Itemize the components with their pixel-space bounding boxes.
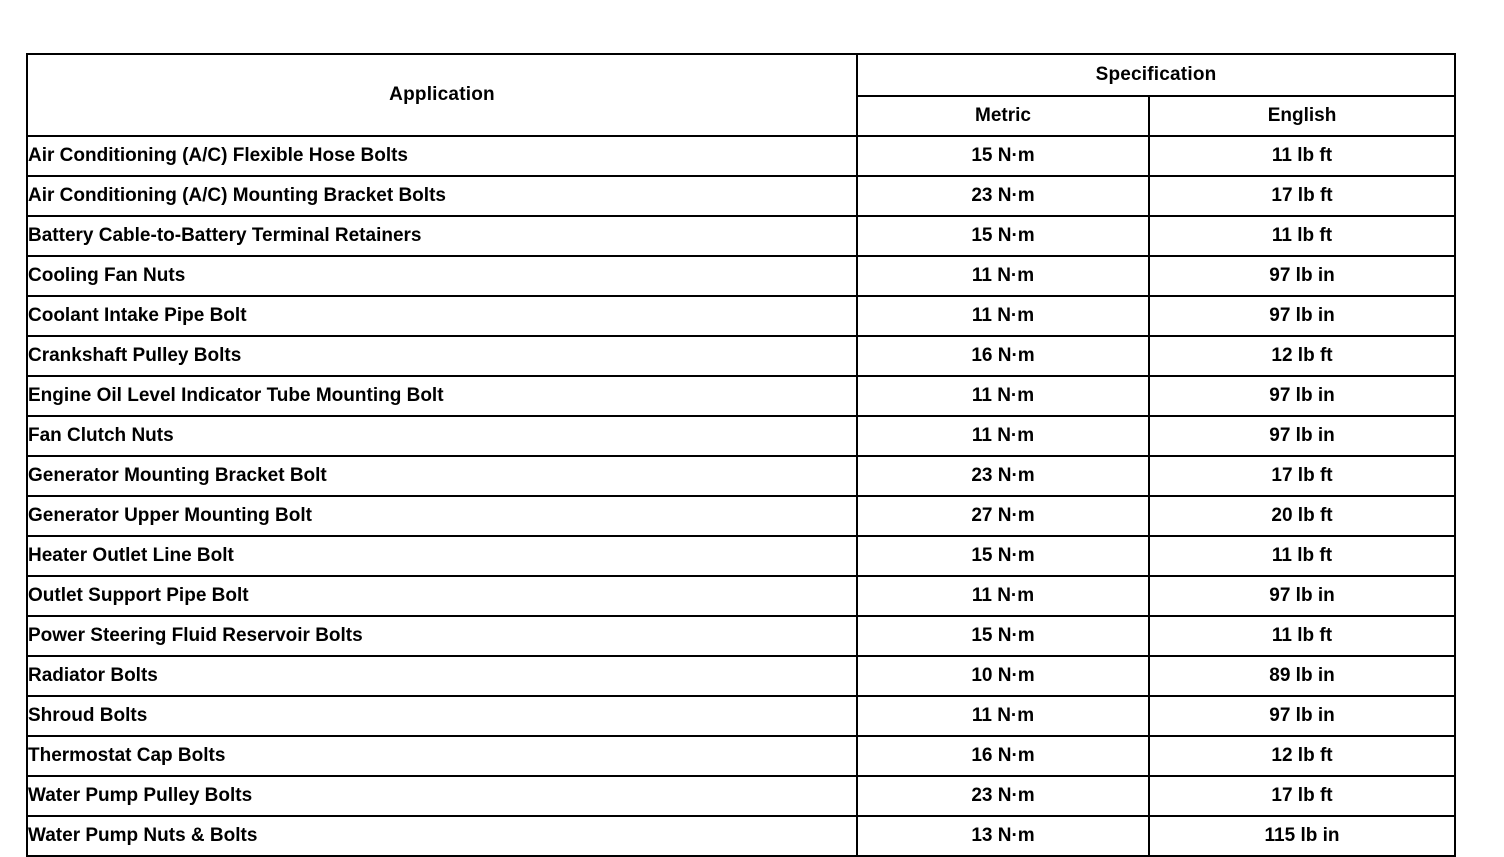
cell-english: 11 lb ft [1149, 616, 1455, 656]
cell-metric: 13 N·m [857, 816, 1149, 856]
cell-application: Generator Mounting Bracket Bolt [27, 456, 857, 496]
cell-application: Water Pump Pulley Bolts [27, 776, 857, 816]
cell-application: Battery Cable-to-Battery Terminal Retainers [27, 216, 857, 256]
table-row [27, 256, 1455, 296]
cell-metric: 11 N·m [857, 696, 1149, 736]
cell-metric: 15 N·m [857, 536, 1149, 576]
cell-english: 20 lb ft [1149, 496, 1455, 536]
table-row [27, 816, 1455, 856]
table-row [27, 776, 1455, 816]
spec-table [26, 53, 1456, 857]
cell-english: 97 lb in [1149, 696, 1455, 736]
cell-metric: 27 N·m [857, 496, 1149, 536]
table-row [27, 696, 1455, 736]
table-row [27, 416, 1455, 456]
cell-metric: 23 N·m [857, 456, 1149, 496]
cell-application: Outlet Support Pipe Bolt [27, 576, 857, 616]
cell-english: 17 lb ft [1149, 776, 1455, 816]
cell-english: 97 lb in [1149, 256, 1455, 296]
table-row [27, 456, 1455, 496]
cell-application: Generator Upper Mounting Bolt [27, 496, 857, 536]
cell-english: 97 lb in [1149, 376, 1455, 416]
cell-application: Air Conditioning (A/C) Mounting Bracket Bolts [27, 176, 857, 216]
cell-application: Crankshaft Pulley Bolts [27, 336, 857, 376]
cell-metric: 16 N·m [857, 336, 1149, 376]
cell-application: Fan Clutch Nuts [27, 416, 857, 456]
cell-english: 11 lb ft [1149, 536, 1455, 576]
cell-metric: 23 N·m [857, 776, 1149, 816]
cell-metric: 11 N·m [857, 576, 1149, 616]
table-row [27, 136, 1455, 176]
cell-application: Water Pump Nuts & Bolts [27, 816, 857, 856]
cell-metric: 23 N·m [857, 176, 1149, 216]
column-header-application: Application [27, 54, 857, 136]
cell-metric: 15 N·m [857, 136, 1149, 176]
table-header-row-1 [27, 54, 1455, 96]
cell-english: 97 lb in [1149, 576, 1455, 616]
torque-specifications-table [26, 53, 1454, 857]
cell-english: 12 lb ft [1149, 336, 1455, 376]
cell-metric: 11 N·m [857, 296, 1149, 336]
cell-english: 97 lb in [1149, 296, 1455, 336]
table-row [27, 616, 1455, 656]
table-row [27, 656, 1455, 696]
table-row [27, 216, 1455, 256]
cell-application: Air Conditioning (A/C) Flexible Hose Bolts [27, 136, 857, 176]
column-header-specification: Specification [857, 54, 1455, 96]
table-row [27, 336, 1455, 376]
cell-english: 12 lb ft [1149, 736, 1455, 776]
table-body [27, 136, 1455, 856]
cell-application: Power Steering Fluid Reservoir Bolts [27, 616, 857, 656]
cell-metric: 15 N·m [857, 216, 1149, 256]
cell-english: 97 lb in [1149, 416, 1455, 456]
cell-application: Thermostat Cap Bolts [27, 736, 857, 776]
cell-application: Cooling Fan Nuts [27, 256, 857, 296]
cell-metric: 15 N·m [857, 616, 1149, 656]
cell-application: Heater Outlet Line Bolt [27, 536, 857, 576]
cell-english: 11 lb ft [1149, 136, 1455, 176]
cell-metric: 10 N·m [857, 656, 1149, 696]
cell-english: 17 lb ft [1149, 176, 1455, 216]
table-row [27, 376, 1455, 416]
cell-application: Coolant Intake Pipe Bolt [27, 296, 857, 336]
cell-english: 17 lb ft [1149, 456, 1455, 496]
cell-english: 11 lb ft [1149, 216, 1455, 256]
cell-english: 115 lb in [1149, 816, 1455, 856]
cell-metric: 11 N·m [857, 256, 1149, 296]
cell-application: Engine Oil Level Indicator Tube Mounting Bolt [27, 376, 857, 416]
table-row [27, 176, 1455, 216]
column-header-english: English [1149, 96, 1455, 136]
table-row [27, 736, 1455, 776]
cell-application: Shroud Bolts [27, 696, 857, 736]
table-row [27, 496, 1455, 536]
cell-metric: 11 N·m [857, 416, 1149, 456]
table-row [27, 296, 1455, 336]
cell-metric: 16 N·m [857, 736, 1149, 776]
column-header-metric: Metric [857, 96, 1149, 136]
cell-english: 89 lb in [1149, 656, 1455, 696]
cell-application: Radiator Bolts [27, 656, 857, 696]
table-header [27, 54, 1455, 136]
table-row [27, 576, 1455, 616]
cell-metric: 11 N·m [857, 376, 1149, 416]
table-row [27, 536, 1455, 576]
